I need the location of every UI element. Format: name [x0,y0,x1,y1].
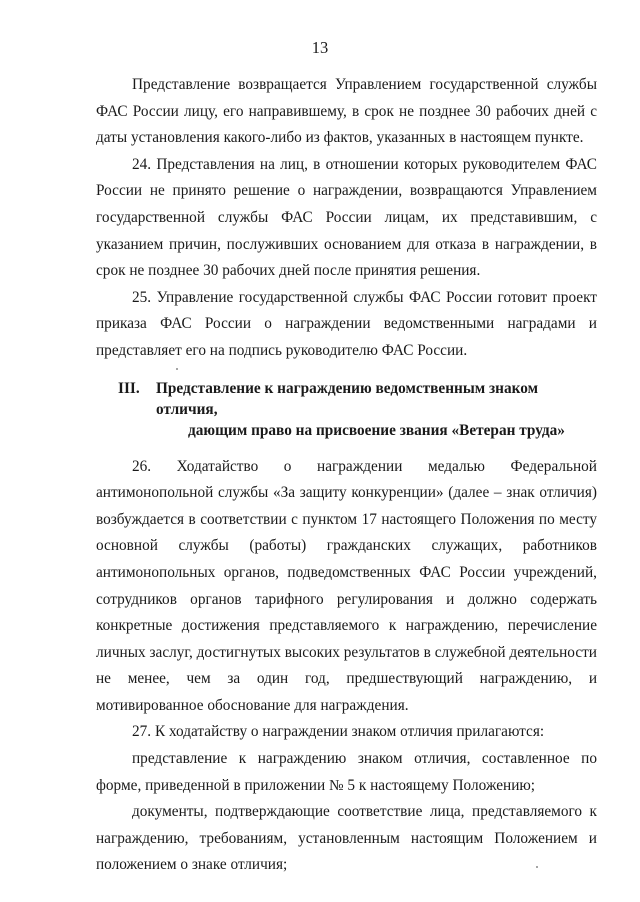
section-title-line2: дающим право на присвоение звания «Ветеран труда» [188,421,565,439]
section-number: III. [118,379,140,397]
paragraph-27-item-submission: представление к награждению знаком отличия, составленное по форме, приведенной в приложении № 5 к настоящему Положению; [96,750,597,794]
paragraph-27: 27. К ходатайству о награждении знаком отличия прилагаются: [132,723,545,741]
section-heading [96,378,597,441]
document-body [96,72,597,879]
paragraph-26: 26. Ходатайство о награждении медалью Федеральной антимонопольной службы «За защиту конкуренции» (далее – знак отличия) возбуждается в соответствии с пунктом 17 настоящего Положения по месту основной службы (работы) гражданских служащих, работников антимонопольных органов, подведомственных ФАС России учреждений, сотрудников органов тарифного регулирования и должно содержать конкретные достижения представляемого к награждению, перечисление личных заслуг, достигнутых высоких результатов в служебной деятельности не менее, чем за один год, предшествующий награждению, и мотивированное обоснование для награждения. [96,457,597,714]
section-title-line1: Представление к награждению ведомственным знаком отличия, [156,379,539,418]
scan-speck [176,368,178,370]
paragraph-25: 25. Управление государственной службы ФАС России готовит проект приказа ФАС России о награждении ведомственными наградами и представляет его на подпись руководителю ФАС России. [96,288,597,359]
paragraph-27-item-documents: документы, подтверждающие соответствие лица, представляемого к награждению, требованиям, установленным настоящим Положением и положением о знаке отличия; [96,803,597,874]
paragraph-24: 24. Представления на лиц, в отношении которых руководителем ФАС России не принято решение о награждении, возвращаются Управлением государственной службы ФАС России лицам, их представившим, с указанием причин, послуживших основанием для отказа в награждении, в срок не позднее 30 рабочих дней после принятия решения. [96,155,597,280]
paragraph-return-submission: Представление возвращается Управлением государственной службы ФАС России лицу, его направившему, в срок не позднее 30 рабочих дней с даты установления какого-либо из фактов, указанных в настоящем пункте. [96,76,597,147]
scan-speck [536,866,538,868]
page-number: 13 [311,38,329,57]
